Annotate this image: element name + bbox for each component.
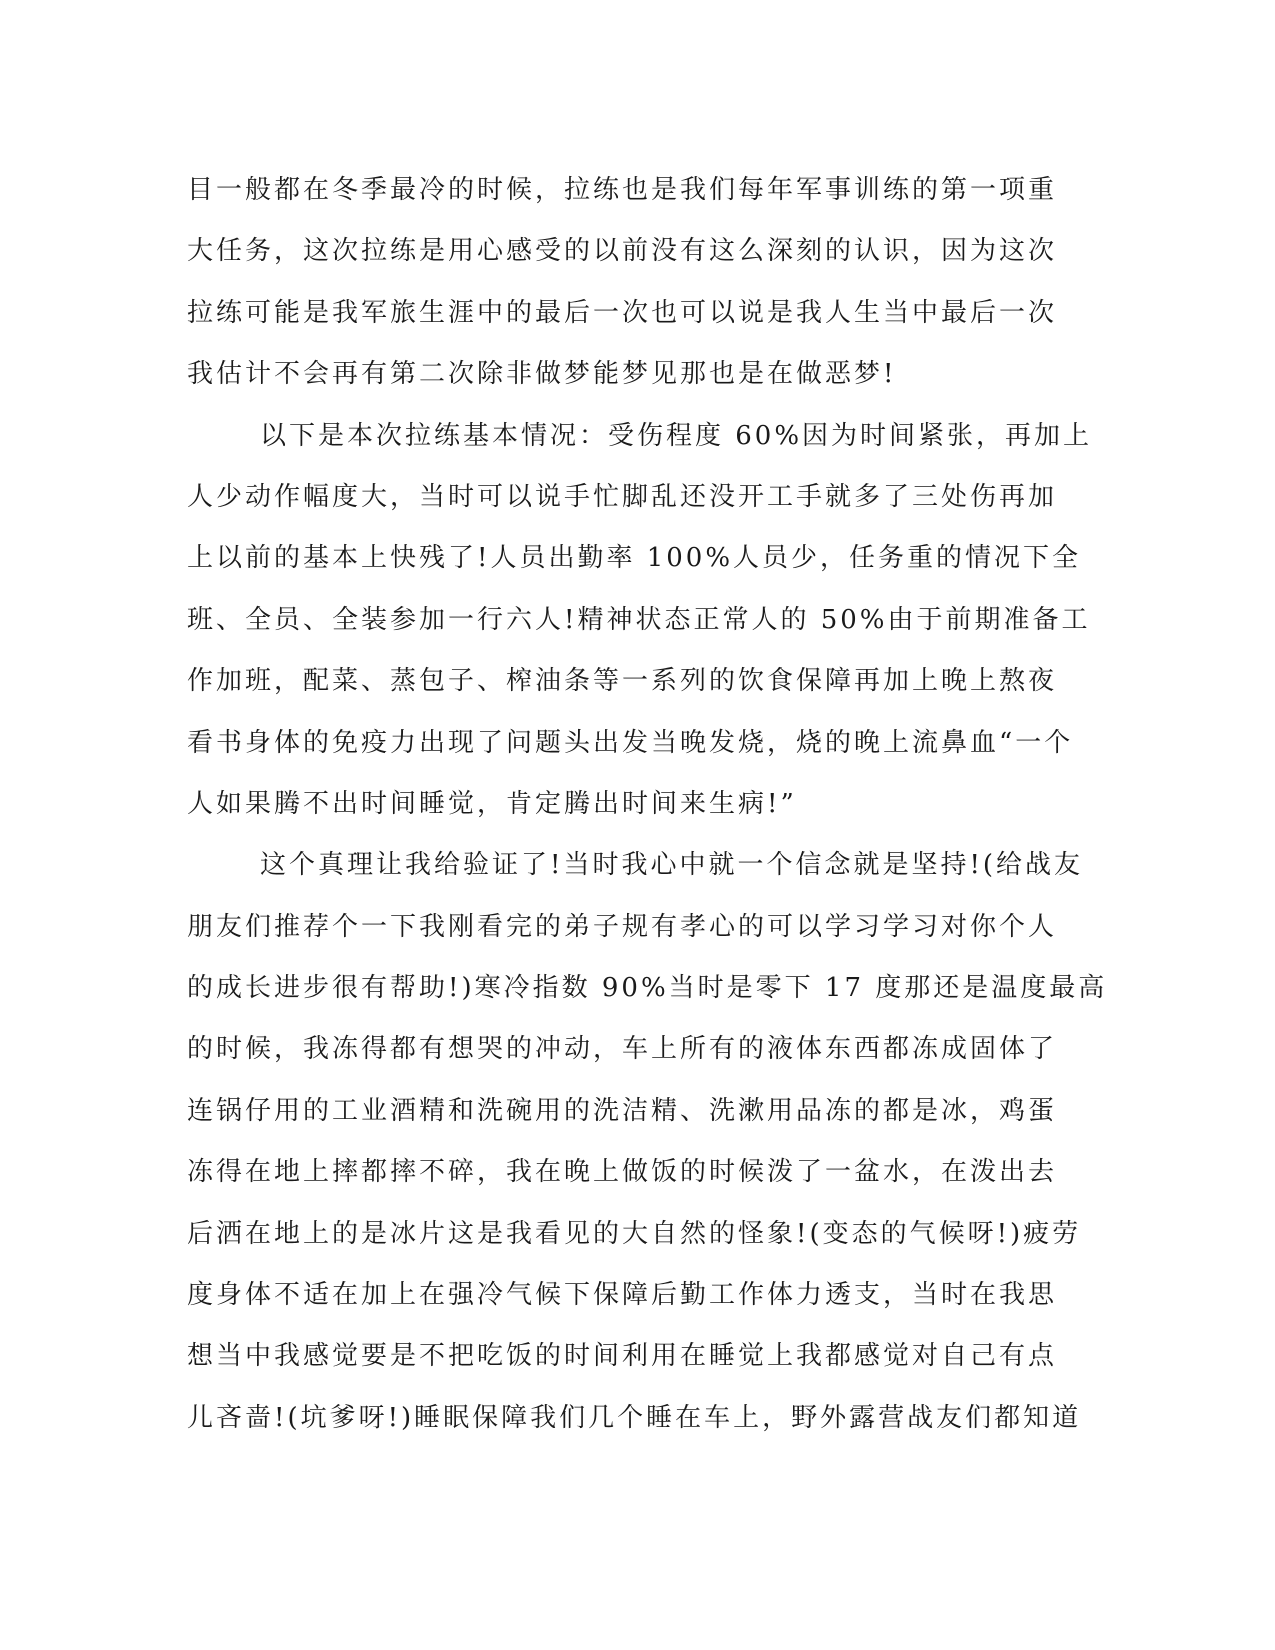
text-line: 班、全员、全装参加一行六人!精神状态正常人的 50%由于前期准备工 xyxy=(187,604,1091,635)
text-line: 我估计不会再有第二次除非做梦能梦见那也是在做恶梦! xyxy=(187,359,897,390)
text-line: 连锅仔用的工业酒精和洗碗用的洗洁精、洗漱用品冻的都是冰，鸡蛋 xyxy=(187,1095,1058,1126)
body-text xyxy=(187,160,1108,1449)
text-line: 冻得在地上摔都摔不碎，我在晚上做饭的时候泼了一盆水，在泼出去 xyxy=(187,1157,1058,1188)
text-line: 后洒在地上的是冰片这是我看见的大自然的怪象!(变态的气候呀!)疲劳 xyxy=(187,1218,1082,1249)
text-line: 朋友们推荐个一下我刚看完的弟子规有孝心的可以学习学习对你个人 xyxy=(187,911,1058,942)
paragraph-first-line: 这个真理让我给验证了!当时我心中就一个信念就是坚持!(给战友 xyxy=(260,850,1084,881)
text-line: 看书身体的免疫力出现了问题头出发当晚发烧，烧的晚上流鼻血“一个 xyxy=(187,727,1074,758)
paragraph-first-line: 以下是本次拉练基本情况：受伤程度 60%因为时间紧张，再加上 xyxy=(260,420,1093,451)
text-line: 儿吝啬!(坑爹呀!)睡眠保障我们几个睡在车上，野外露营战友们都知道 xyxy=(187,1402,1082,1433)
text-line: 拉练可能是我军旅生涯中的最后一次也可以说是我人生当中最后一次 xyxy=(187,297,1058,328)
text-line: 的时候，我冻得都有想哭的冲动，车上所有的液体东西都冻成固体了 xyxy=(187,1034,1058,1065)
text-line: 度身体不适在加上在强冷气候下保障后勤工作体力透支，当时在我思 xyxy=(187,1280,1058,1311)
text-line: 大任务，这次拉练是用心感受的以前没有这么深刻的认识，因为这次 xyxy=(187,236,1058,267)
text-line: 人如果腾不出时间睡觉，肯定腾出时间来生病!” xyxy=(187,788,797,819)
text-line: 目一般都在冬季最冷的时候，拉练也是我们每年军事训练的第一项重 xyxy=(187,175,1058,205)
text-line: 的成长进步很有帮助!)寒冷指数 90%当时是零下 17 度那还是温度最高 xyxy=(187,973,1108,1004)
text-line: 人少动作幅度大，当时可以说手忙脚乱还没开工手就多了三处伤再加 xyxy=(187,481,1058,512)
text-line: 想当中我感觉要是不把吃饭的时间利用在睡觉上我都感觉对自己有点 xyxy=(187,1341,1058,1372)
text-line: 上以前的基本上快残了!人员出勤率 100%人员少，任务重的情况下全 xyxy=(187,543,1082,574)
text-line: 作加班，配菜、蒸包子、榨油条等一系列的饮食保障再加上晚上熬夜 xyxy=(187,666,1058,697)
